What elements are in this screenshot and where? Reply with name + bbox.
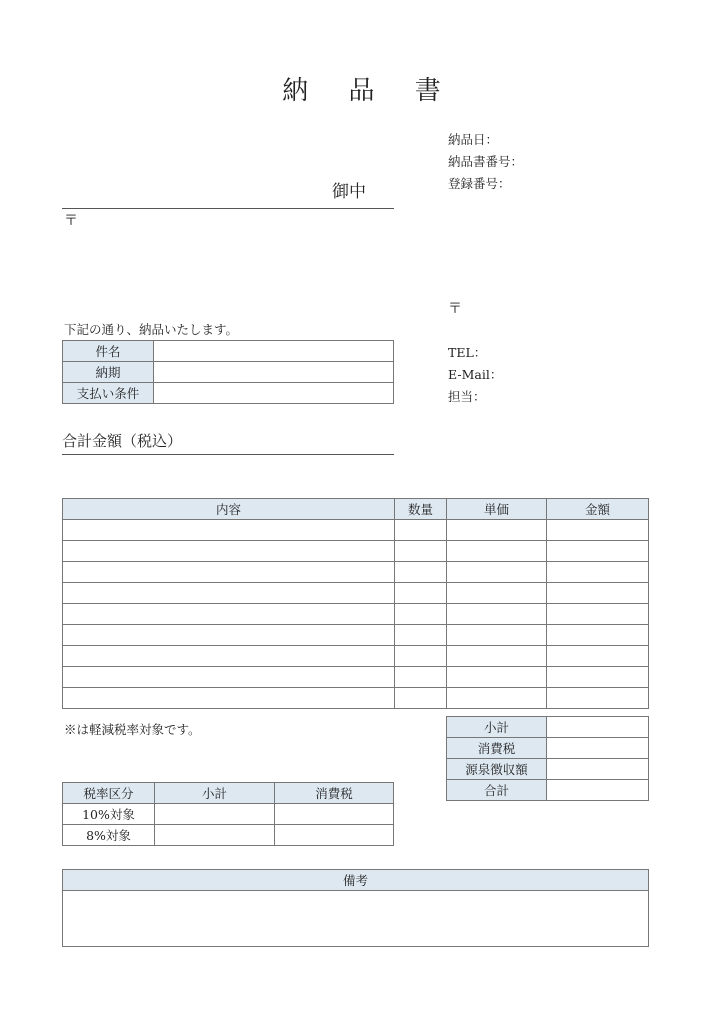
info-value[interactable] xyxy=(154,362,394,383)
summary-value[interactable] xyxy=(547,780,649,801)
item-unit-price-cell[interactable] xyxy=(447,625,547,646)
items-header-row xyxy=(63,499,649,520)
document-title: 納 品 書 xyxy=(282,76,457,106)
summary-label: 消費税 xyxy=(447,738,547,759)
remarks-body[interactable] xyxy=(63,891,649,947)
item-unit-price-cell[interactable] xyxy=(447,520,547,541)
item-content-cell[interactable] xyxy=(63,541,395,562)
summary-row xyxy=(447,780,649,801)
table-row xyxy=(63,646,649,667)
info-label: 支払い条件 xyxy=(63,383,154,404)
tax-category: 8%対象 xyxy=(63,825,155,846)
tax-amount-cell[interactable] xyxy=(275,804,394,825)
item-unit-price-cell[interactable] xyxy=(447,688,547,709)
item-amount-cell[interactable] xyxy=(547,562,649,583)
summary-row xyxy=(447,759,649,780)
item-quantity-cell[interactable] xyxy=(395,562,447,583)
summary-row xyxy=(447,738,649,759)
tax-amount-cell[interactable] xyxy=(275,825,394,846)
item-content-cell[interactable] xyxy=(63,646,395,667)
info-table xyxy=(62,340,394,404)
item-quantity-cell[interactable] xyxy=(395,646,447,667)
summary-value[interactable] xyxy=(547,759,649,780)
header-unit-price: 単価 xyxy=(447,499,547,520)
summary-value[interactable] xyxy=(547,738,649,759)
sender-email-label: E-Mail： xyxy=(448,367,503,382)
info-row xyxy=(63,383,394,404)
header-quantity: 数量 xyxy=(395,499,447,520)
total-amount-label: 合計金額（税込） xyxy=(62,432,183,450)
summary-label: 合計 xyxy=(447,780,547,801)
item-quantity-cell[interactable] xyxy=(395,604,447,625)
header-content: 内容 xyxy=(63,499,395,520)
item-unit-price-cell[interactable] xyxy=(447,562,547,583)
item-amount-cell[interactable] xyxy=(547,541,649,562)
table-row xyxy=(63,625,649,646)
doc-number-label: 納品書番号： xyxy=(448,154,524,169)
item-unit-price-cell[interactable] xyxy=(447,646,547,667)
table-row xyxy=(63,562,649,583)
total-amount-line xyxy=(62,430,394,455)
info-label: 納期 xyxy=(63,362,154,383)
tax-row xyxy=(63,804,394,825)
item-content-cell[interactable] xyxy=(63,667,395,688)
table-row xyxy=(63,583,649,604)
recipient-postal-mark: 〒 xyxy=(64,213,78,229)
tax-header-row xyxy=(63,783,394,804)
item-content-cell[interactable] xyxy=(63,583,395,604)
item-unit-price-cell[interactable] xyxy=(447,541,547,562)
tax-row xyxy=(63,825,394,846)
item-amount-cell[interactable] xyxy=(547,667,649,688)
item-amount-cell[interactable] xyxy=(547,625,649,646)
reduced-tax-note: ※は軽減税率対象です。 xyxy=(64,722,201,737)
item-amount-cell[interactable] xyxy=(547,604,649,625)
tax-header-tax: 消費税 xyxy=(275,783,394,804)
item-quantity-cell[interactable] xyxy=(395,667,447,688)
summary-label: 小計 xyxy=(447,717,547,738)
sender-person-label: 担当： xyxy=(448,389,486,404)
item-quantity-cell[interactable] xyxy=(395,520,447,541)
info-value[interactable] xyxy=(154,341,394,362)
header-amount: 金額 xyxy=(547,499,649,520)
table-row xyxy=(63,688,649,709)
item-content-cell[interactable] xyxy=(63,688,395,709)
info-row xyxy=(63,341,394,362)
items-table xyxy=(62,498,649,709)
item-amount-cell[interactable] xyxy=(547,646,649,667)
item-quantity-cell[interactable] xyxy=(395,541,447,562)
summary-row xyxy=(447,717,649,738)
info-label: 件名 xyxy=(63,341,154,362)
item-content-cell[interactable] xyxy=(63,520,395,541)
summary-label: 源泉徴収額 xyxy=(447,759,547,780)
tax-category: 10%対象 xyxy=(63,804,155,825)
item-quantity-cell[interactable] xyxy=(395,625,447,646)
item-content-cell[interactable] xyxy=(63,625,395,646)
recipient-suffix: 御中 xyxy=(332,182,366,202)
sender-postal-mark: 〒 xyxy=(448,301,462,317)
intro-text: 下記の通り、納品いたします。 xyxy=(64,322,239,337)
table-row xyxy=(63,541,649,562)
tax-header-subtotal: 小計 xyxy=(155,783,275,804)
summary-table xyxy=(446,716,649,801)
item-amount-cell[interactable] xyxy=(547,688,649,709)
item-content-cell[interactable] xyxy=(63,604,395,625)
remarks-label: 備考 xyxy=(63,870,649,891)
remarks-header-row xyxy=(63,870,649,891)
tax-subtotal-cell[interactable] xyxy=(155,804,275,825)
item-unit-price-cell[interactable] xyxy=(447,667,547,688)
recipient-name-line xyxy=(62,178,394,209)
tax-header-category: 税率区分 xyxy=(63,783,155,804)
remarks-table xyxy=(62,869,649,947)
item-unit-price-cell[interactable] xyxy=(447,583,547,604)
tax-subtotal-cell[interactable] xyxy=(155,825,275,846)
item-amount-cell[interactable] xyxy=(547,583,649,604)
info-row xyxy=(63,362,394,383)
sender-tel-label: TEL： xyxy=(448,345,487,360)
table-row xyxy=(63,667,649,688)
remarks-body-row xyxy=(63,891,649,947)
tax-rate-table xyxy=(62,782,394,846)
item-content-cell[interactable] xyxy=(63,562,395,583)
table-row xyxy=(63,520,649,541)
item-quantity-cell[interactable] xyxy=(395,583,447,604)
reg-number-label: 登録番号： xyxy=(448,176,511,191)
summary-value[interactable] xyxy=(547,717,649,738)
table-row xyxy=(63,604,649,625)
info-value[interactable] xyxy=(154,383,394,404)
delivery-date-label: 納品日： xyxy=(448,132,499,147)
item-unit-price-cell[interactable] xyxy=(447,604,547,625)
item-amount-cell[interactable] xyxy=(547,520,649,541)
item-quantity-cell[interactable] xyxy=(395,688,447,709)
